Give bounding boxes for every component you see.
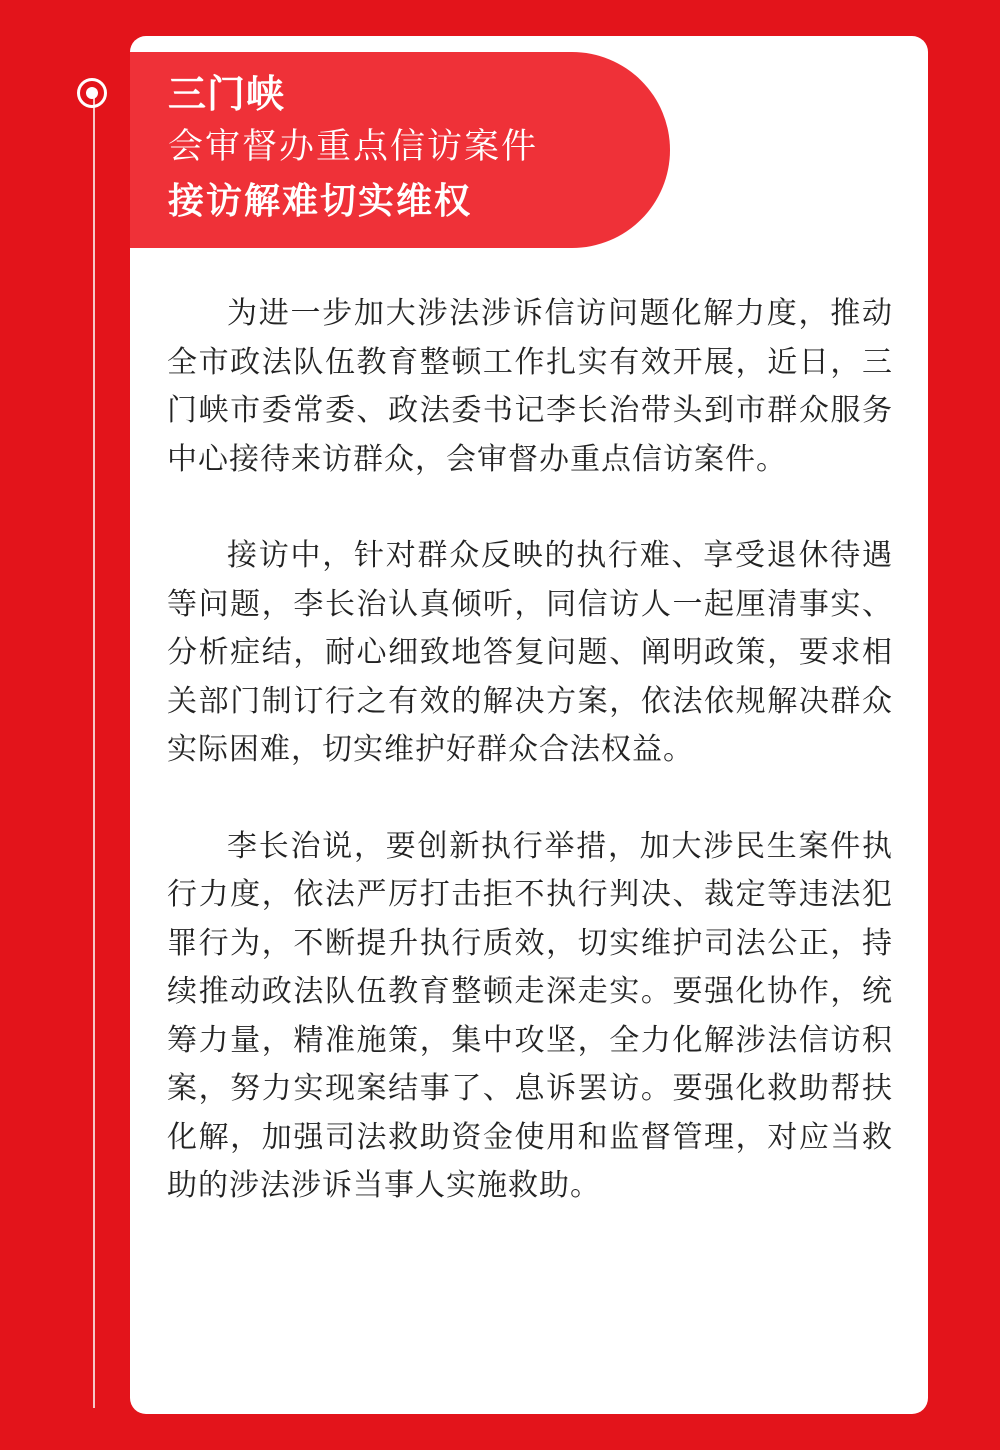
title-banner xyxy=(130,52,670,248)
title-headline: 接访解难切实维权 xyxy=(168,181,473,222)
article-body xyxy=(167,290,893,1259)
article-paragraph: 接访中，针对群众反映的执行难、享受退休待遇等问题，李长治认真倾听，同信访人一起厘清事实、分析症结，耐心细致地答复问题、阐明政策，要求相关部门制订行之有效的解决方案，依法依规解决群众实际困难，切实维护好群众合法权益。 xyxy=(167,538,893,767)
timeline-marker-dot xyxy=(86,87,98,99)
title-subheading: 会审督办重点信访案件 xyxy=(168,127,539,167)
timeline-line xyxy=(93,96,95,1408)
title-city: 三门峡 xyxy=(168,72,286,116)
article-paragraph: 为进一步加大涉法涉诉信访问题化解力度，推动全市政法队伍教育整顿工作扎实有效开展，近日，三门峡市委常委、政法委书记李长治带头到市群众服务中心接待来访群众，会审督办重点信访案件。 xyxy=(167,296,893,477)
target-circle-icon xyxy=(77,78,107,108)
article-paragraph: 李长治说，要创新执行举措，加大涉民生案件执行力度，依法严厉打击拒不执行判决、裁定等违法犯罪行为，不断提升执行质效，切实维护司法公正，持续推动政法队伍教育整顿走深走实。要强化协作，统筹力量，精准施策，集中攻坚，全力化解涉法信访积案，努力实现案结事了、息诉罢访。要强化救助帮扶化解，加强司法救助资金使用和监督管理，对应当救助的涉法涉诉当事人实施救助。 xyxy=(167,828,893,1203)
